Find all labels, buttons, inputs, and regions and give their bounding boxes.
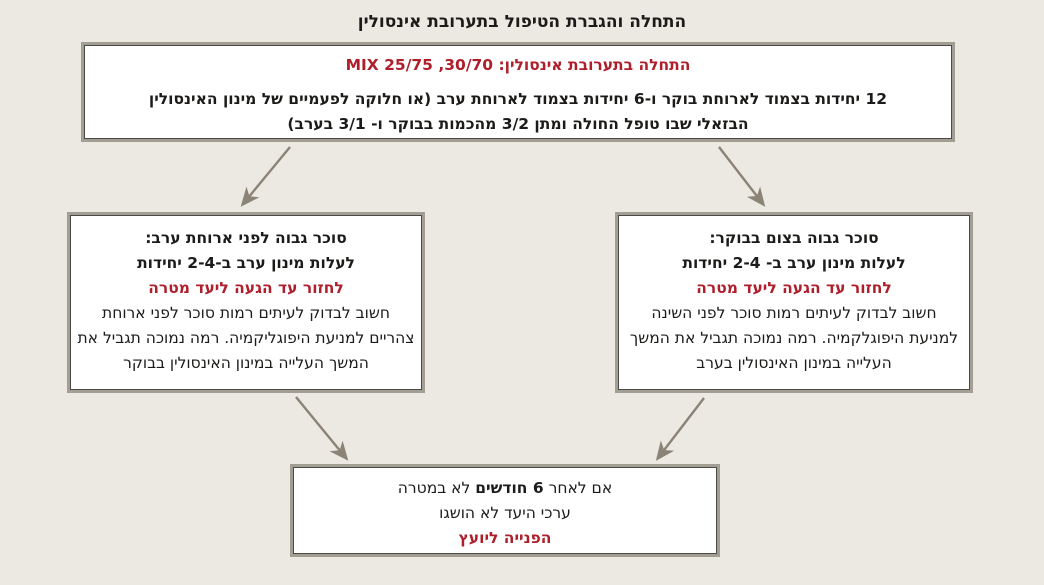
arrow-right-to-bottom <box>658 398 704 458</box>
fasting-repeat-line: לחזור עד הגעה ליעד מטרה <box>696 279 892 297</box>
start-treatment-box <box>84 45 952 139</box>
mix-ratio-line: התחלה בתערובת אינסולין: 30/70, 25/75 MIX <box>345 56 691 74</box>
fasting-heading: סוכר גבוה בצום בבוקר: <box>709 229 879 247</box>
arrow-left-to-bottom <box>296 397 346 458</box>
pre-dinner-note: חשוב לבדוק לעיתים רמות סוכר לפני ארוחת צהריים למניעת היפוגליקמיה. רמה נמוכה תגביל את המשך העלייה במינון האינסולין בבוקר <box>77 304 415 372</box>
page-title: התחלה והגברת הטיפול בתערובת אינסולין <box>357 12 687 32</box>
refer-to-consultant-line: הפנייה ליועץ <box>458 529 552 547</box>
arrow-top-to-left <box>243 147 290 204</box>
fasting-note: חשוב לבדוק לעיתים רמות סוכר לפני השינה למניעת היפוגלקמיה. רמה נמוכה תגביל את המשך העלייה במינון האינסולין בערב <box>629 304 959 372</box>
pre-dinner-heading: סוכר גבוה לפני ארוחת ערב: <box>145 229 347 247</box>
arrow-top-to-right <box>719 147 763 204</box>
fasting-morning-high-sugar-box <box>618 215 970 390</box>
pre-dinner-high-sugar-box <box>70 215 422 390</box>
pre-dinner-repeat-line: לחזור עד הגעה ליעד מטרה <box>148 279 344 297</box>
basal-split-line: הבזאלי שבו טופל החולה ומתן 3/2 מהכמות בבוקר ו- 3/1 בערב) <box>287 115 749 133</box>
referral-box <box>293 467 717 554</box>
targets-not-reached-line: ערכי היעד לא הושגו <box>439 504 571 522</box>
start-dose-line: 12 יחידות בצמוד לארוחת בוקר ו-6 יחידות בצמוד לארוחת ערב (או חלוקה לפעמיים של מינון האינסולין <box>148 90 888 108</box>
six-months-suffix: לא במטרה <box>397 479 476 497</box>
pre-dinner-dose-line: לעלות מינון ערב ב-2-4 יחידות <box>137 254 355 272</box>
fasting-dose-line: לעלות מינון ערב ב- 2-4 יחידות <box>682 254 906 272</box>
six-months-line <box>294 476 716 501</box>
six-months-prefix: אם לאחר <box>543 479 613 497</box>
six-months-bold: 6 חודשים <box>475 479 544 497</box>
